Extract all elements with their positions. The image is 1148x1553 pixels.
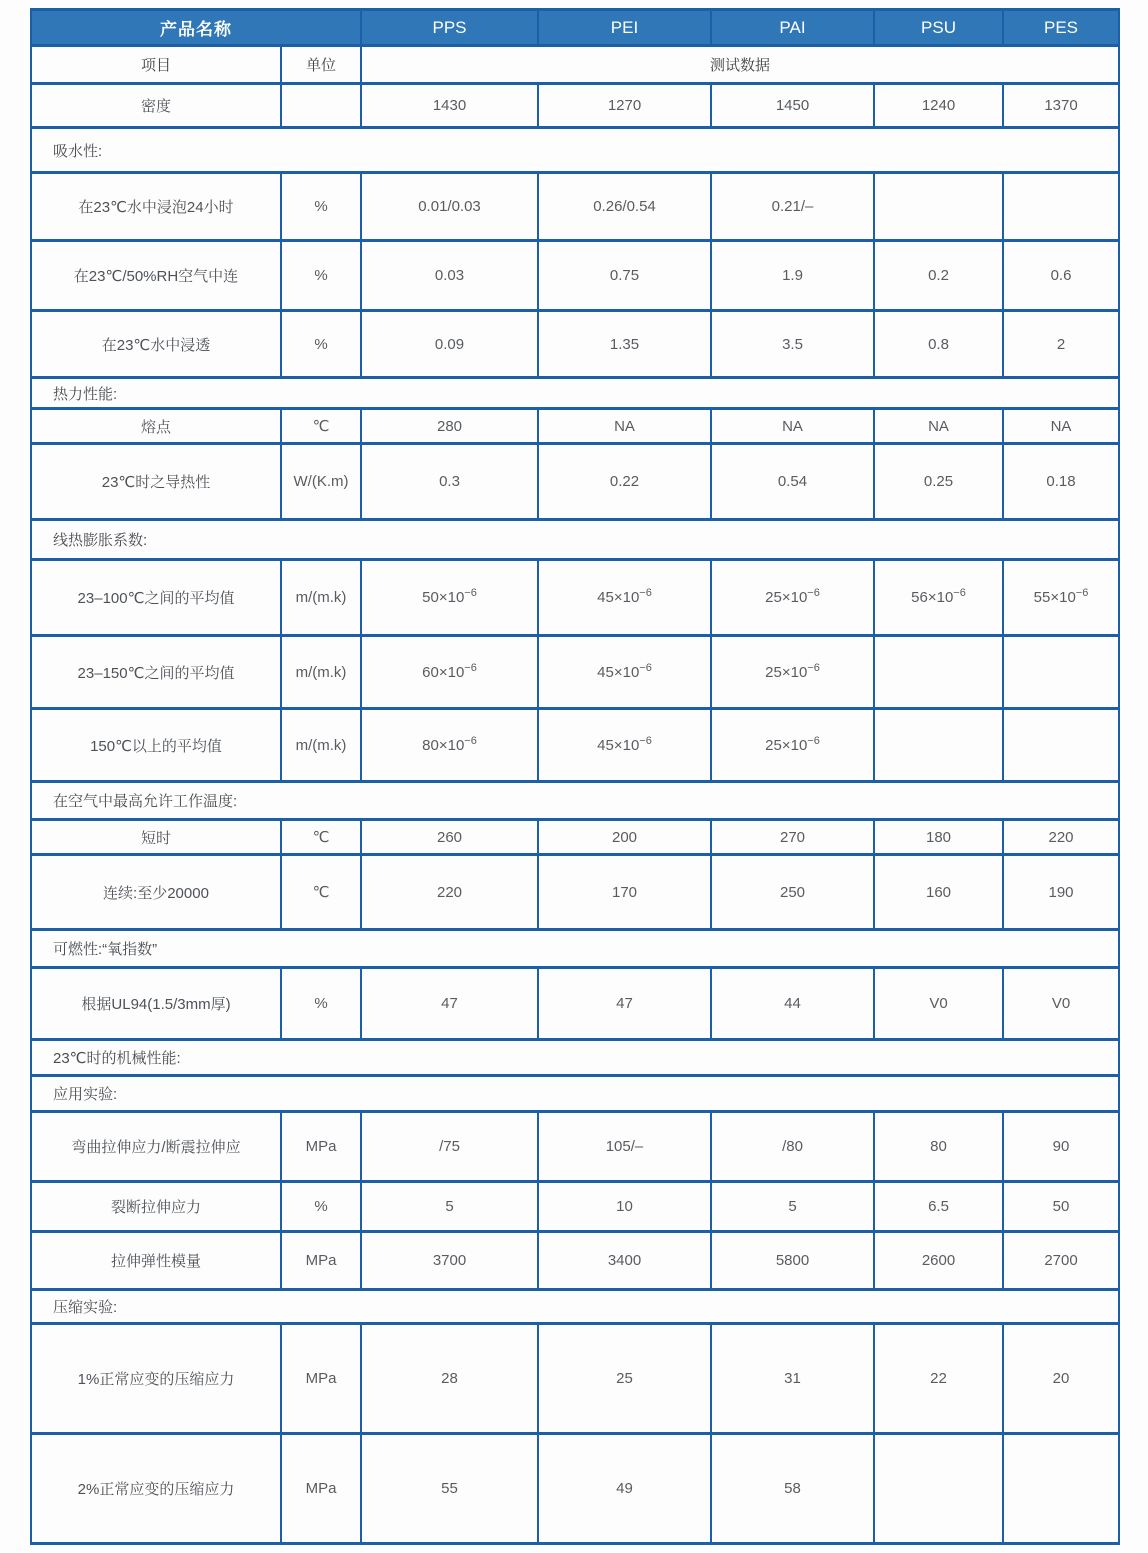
table-row [31, 444, 1119, 520]
value-cell: 3400 [538, 1232, 711, 1290]
product-header-psu: PSU [874, 10, 1003, 46]
row-label: 1%正常应变的压缩应力 [31, 1324, 281, 1434]
value-cell: 47 [538, 968, 711, 1040]
row-label: 拉伸弹性模量 [31, 1232, 281, 1290]
value-cell: 20 [1003, 1324, 1119, 1434]
value-cell: 5 [361, 1182, 538, 1232]
value-cell: 25 [538, 1324, 711, 1434]
value-cell: 170 [538, 855, 711, 930]
row-label: 连续:至少20000 [31, 855, 281, 930]
unit-cell: m/(m.k) [281, 709, 361, 782]
unit-cell: % [281, 1182, 361, 1232]
section-row [31, 378, 1119, 409]
product-name-header: 产品名称 [31, 10, 361, 46]
value-cell: 220 [1003, 820, 1119, 855]
value-cell: 0.26/0.54 [538, 173, 711, 241]
test-data-header: 测试数据 [361, 46, 1119, 84]
value-cell [1003, 636, 1119, 709]
section-title: 应用实验: [31, 1076, 1119, 1112]
value-cell [1003, 709, 1119, 782]
value-cell: $56\times 10^{-6}$ [874, 560, 1003, 636]
value-cell: 1240 [874, 84, 1003, 128]
value-cell: 1430 [361, 84, 538, 128]
table-row [31, 636, 1119, 709]
section-title: 在空气中最高允许工作温度: [31, 782, 1119, 820]
value-cell: /80 [711, 1112, 874, 1182]
value-cell: NA [538, 409, 711, 444]
table-row [31, 709, 1119, 782]
value-cell: $45\times 10^{-6}$ [538, 709, 711, 782]
value-cell: 0.8 [874, 311, 1003, 378]
value-cell: 200 [538, 820, 711, 855]
value-cell: 280 [361, 409, 538, 444]
row-label: 在23℃/50%RH空气中连 [31, 241, 281, 311]
value-cell: 49 [538, 1434, 711, 1544]
unit-cell: MPa [281, 1112, 361, 1182]
value-cell: 10 [538, 1182, 711, 1232]
section-title: 压缩实验: [31, 1290, 1119, 1324]
row-label: 根据UL94(1.5/3mm厚) [31, 968, 281, 1040]
value-cell: 0.01/0.03 [361, 173, 538, 241]
value-cell: 0.6 [1003, 241, 1119, 311]
unit-cell: m/(m.k) [281, 560, 361, 636]
row-label: 150℃以上的平均值 [31, 709, 281, 782]
value-cell: 270 [711, 820, 874, 855]
value-cell: 105/– [538, 1112, 711, 1182]
table-row [31, 560, 1119, 636]
row-label: 23℃时之导热性 [31, 444, 281, 520]
table-row [31, 855, 1119, 930]
value-cell: 55 [361, 1434, 538, 1544]
unit-cell: ℃ [281, 820, 361, 855]
section-row [31, 930, 1119, 968]
value-cell: 180 [874, 820, 1003, 855]
product-header-pei: PEI [538, 10, 711, 46]
table-row [31, 241, 1119, 311]
table-row [31, 1324, 1119, 1434]
row-label: 熔点 [31, 409, 281, 444]
table-row [31, 968, 1119, 1040]
value-cell: 1.35 [538, 311, 711, 378]
value-cell: $25\times 10^{-6}$ [711, 636, 874, 709]
value-cell: 0.75 [538, 241, 711, 311]
table-row [31, 409, 1119, 444]
table-row [31, 311, 1119, 378]
section-title: 吸水性: [31, 128, 1119, 173]
value-cell: 260 [361, 820, 538, 855]
value-cell: 44 [711, 968, 874, 1040]
value-cell: 190 [1003, 855, 1119, 930]
value-cell: 0.3 [361, 444, 538, 520]
value-cell: 22 [874, 1324, 1003, 1434]
value-cell: $45\times 10^{-6}$ [538, 636, 711, 709]
unit-cell: % [281, 968, 361, 1040]
section-title: 23℃时的机械性能: [31, 1040, 1119, 1076]
row-label: 23–100℃之间的平均值 [31, 560, 281, 636]
section-title: 可燃性:“氧指数” [31, 930, 1119, 968]
table-row [31, 1434, 1119, 1544]
value-cell: $45\times 10^{-6}$ [538, 560, 711, 636]
value-cell: 0.03 [361, 241, 538, 311]
value-cell: $55\times 10^{-6}$ [1003, 560, 1119, 636]
value-cell [874, 709, 1003, 782]
unit-cell: MPa [281, 1232, 361, 1290]
value-cell: NA [1003, 409, 1119, 444]
value-cell: 2700 [1003, 1232, 1119, 1290]
section-row [31, 1076, 1119, 1112]
value-cell: 0.54 [711, 444, 874, 520]
item-header: 项目 [31, 46, 281, 84]
unit-header: 单位 [281, 46, 361, 84]
table-row [31, 173, 1119, 241]
value-cell: 90 [1003, 1112, 1119, 1182]
value-cell: 5800 [711, 1232, 874, 1290]
value-cell: 1370 [1003, 84, 1119, 128]
section-row [31, 1290, 1119, 1324]
value-cell: 3700 [361, 1232, 538, 1290]
subheader-row [31, 46, 1119, 84]
value-cell: 0.25 [874, 444, 1003, 520]
value-cell: V0 [1003, 968, 1119, 1040]
value-cell [874, 636, 1003, 709]
value-cell: 0.09 [361, 311, 538, 378]
row-label: 短时 [31, 820, 281, 855]
unit-cell: m/(m.k) [281, 636, 361, 709]
unit-cell: % [281, 311, 361, 378]
value-cell: 6.5 [874, 1182, 1003, 1232]
section-row [31, 520, 1119, 560]
value-cell: 80 [874, 1112, 1003, 1182]
unit-cell: MPa [281, 1434, 361, 1544]
value-cell [874, 173, 1003, 241]
section-title: 线热膨胀系数: [31, 520, 1119, 560]
value-cell: 1.9 [711, 241, 874, 311]
value-cell: 160 [874, 855, 1003, 930]
value-cell: 50 [1003, 1182, 1119, 1232]
value-cell: 250 [711, 855, 874, 930]
value-cell: NA [874, 409, 1003, 444]
row-label: 在23℃水中浸泡24小时 [31, 173, 281, 241]
product-header-pai: PAI [711, 10, 874, 46]
section-row [31, 1040, 1119, 1076]
value-cell: $80\times 10^{-6}$ [361, 709, 538, 782]
value-cell: V0 [874, 968, 1003, 1040]
product-header-pps: PPS [361, 10, 538, 46]
value-cell: /75 [361, 1112, 538, 1182]
value-cell: 1450 [711, 84, 874, 128]
value-cell: 2600 [874, 1232, 1003, 1290]
value-cell: 5 [711, 1182, 874, 1232]
row-label: 密度 [31, 84, 281, 128]
product-header-pes: PES [1003, 10, 1119, 46]
value-cell [1003, 173, 1119, 241]
table-row [31, 1232, 1119, 1290]
material-properties-table [30, 8, 1120, 1545]
unit-cell: ℃ [281, 855, 361, 930]
unit-cell: % [281, 241, 361, 311]
value-cell: $50\times 10^{-6}$ [361, 560, 538, 636]
unit-cell: MPa [281, 1324, 361, 1434]
section-row [31, 128, 1119, 173]
value-cell: 47 [361, 968, 538, 1040]
section-row [31, 782, 1119, 820]
value-cell: 3.5 [711, 311, 874, 378]
value-cell: 31 [711, 1324, 874, 1434]
value-cell [874, 1434, 1003, 1544]
value-cell: $25\times 10^{-6}$ [711, 560, 874, 636]
value-cell: 2 [1003, 311, 1119, 378]
value-cell: 0.18 [1003, 444, 1119, 520]
unit-cell: W/(K.m) [281, 444, 361, 520]
table-row [31, 1182, 1119, 1232]
row-label: 在23℃水中浸透 [31, 311, 281, 378]
value-cell: 58 [711, 1434, 874, 1544]
value-cell: 28 [361, 1324, 538, 1434]
value-cell: 0.21/– [711, 173, 874, 241]
value-cell: 0.22 [538, 444, 711, 520]
unit-cell: ℃ [281, 409, 361, 444]
table-row-density [31, 84, 1119, 128]
value-cell: 1270 [538, 84, 711, 128]
value-cell: 0.2 [874, 241, 1003, 311]
section-title: 热力性能: [31, 378, 1119, 409]
table-row [31, 820, 1119, 855]
value-cell: $60\times 10^{-6}$ [361, 636, 538, 709]
value-cell: $25\times 10^{-6}$ [711, 709, 874, 782]
unit-cell: % [281, 173, 361, 241]
unit-cell [281, 84, 361, 128]
row-label: 2%正常应变的压缩应力 [31, 1434, 281, 1544]
value-cell: 220 [361, 855, 538, 930]
row-label: 弯曲拉伸应力/断震拉伸应 [31, 1112, 281, 1182]
value-cell [1003, 1434, 1119, 1544]
table-header-row [31, 10, 1119, 46]
row-label: 23–150℃之间的平均值 [31, 636, 281, 709]
table-row [31, 1112, 1119, 1182]
row-label: 裂断拉伸应力 [31, 1182, 281, 1232]
value-cell: NA [711, 409, 874, 444]
